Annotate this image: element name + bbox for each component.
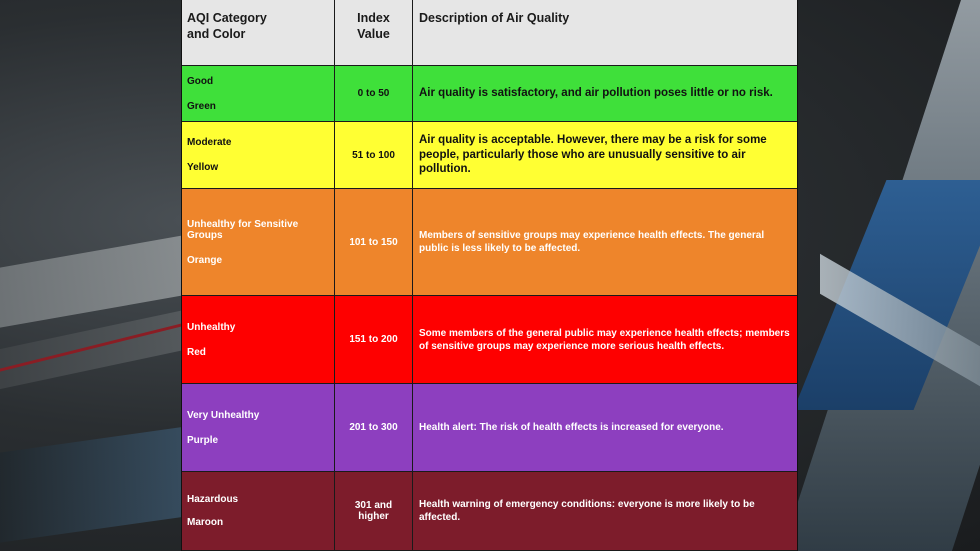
description-cell: Members of sensitive groups may experience health effects. The general public is less likely to be affected.	[419, 230, 765, 254]
header-index-text: Index Value	[357, 11, 390, 41]
category-color: Red	[187, 346, 206, 358]
header-index	[335, 0, 413, 65]
category-name: Very Unhealthy	[187, 409, 260, 421]
index-cell: 201 to 300	[335, 384, 413, 471]
category-color: Maroon	[187, 517, 224, 528]
table-row-very-unhealthy	[182, 384, 797, 472]
category-color: Purple	[187, 434, 219, 446]
table-header	[182, 0, 797, 66]
index-cell: 51 to 100	[335, 122, 413, 188]
category-name: Good	[187, 75, 214, 87]
table-row-unhealthy	[182, 296, 797, 384]
category-cell	[182, 384, 335, 471]
description-cell: Health warning of emergency conditions: everyone is more likely to be affected.	[419, 499, 755, 523]
category-cell	[182, 122, 335, 188]
category-color: Orange	[187, 254, 223, 266]
category-cell	[182, 189, 335, 295]
index-cell: 0 to 50	[335, 66, 413, 121]
description-cell: Air quality is acceptable. However, there may be a risk for some people, particularly those who are unusually sensitive to air pollution.	[419, 133, 767, 176]
background-shape	[0, 423, 210, 547]
description-cell: Air quality is satisfactory, and air pollution poses little or no risk.	[419, 87, 773, 100]
description-cell: Some members of the general public may experience health effects; members of sensitive groups may experience more serious health effects.	[419, 327, 790, 352]
category-color: Yellow	[187, 162, 219, 173]
category-name: Moderate	[187, 137, 232, 148]
table-row-good	[182, 66, 797, 122]
category-name: Hazardous	[187, 494, 239, 505]
category-color: Green	[187, 100, 216, 112]
description-cell: Health alert: The risk of health effects is increased for everyone.	[419, 422, 724, 433]
category-cell	[182, 66, 335, 121]
category-cell	[182, 472, 335, 550]
table-row-hazardous	[182, 472, 797, 551]
category-name: Unhealthy for Sensitive Groups	[187, 218, 299, 241]
table-row-unhealthy-sensitive	[182, 189, 797, 296]
category-cell	[182, 296, 335, 383]
table-row-moderate	[182, 122, 797, 189]
header-category-text: AQI Category and Color	[187, 11, 267, 41]
category-name: Unhealthy	[187, 321, 236, 333]
index-cell: 151 to 200	[335, 296, 413, 383]
index-cell: 301 and higher	[335, 472, 413, 550]
index-cell: 101 to 150	[335, 189, 413, 295]
header-description-text: Description of Air Quality	[419, 11, 570, 25]
header-category	[182, 0, 335, 65]
header-description	[413, 0, 797, 65]
aqi-table	[181, 0, 798, 551]
